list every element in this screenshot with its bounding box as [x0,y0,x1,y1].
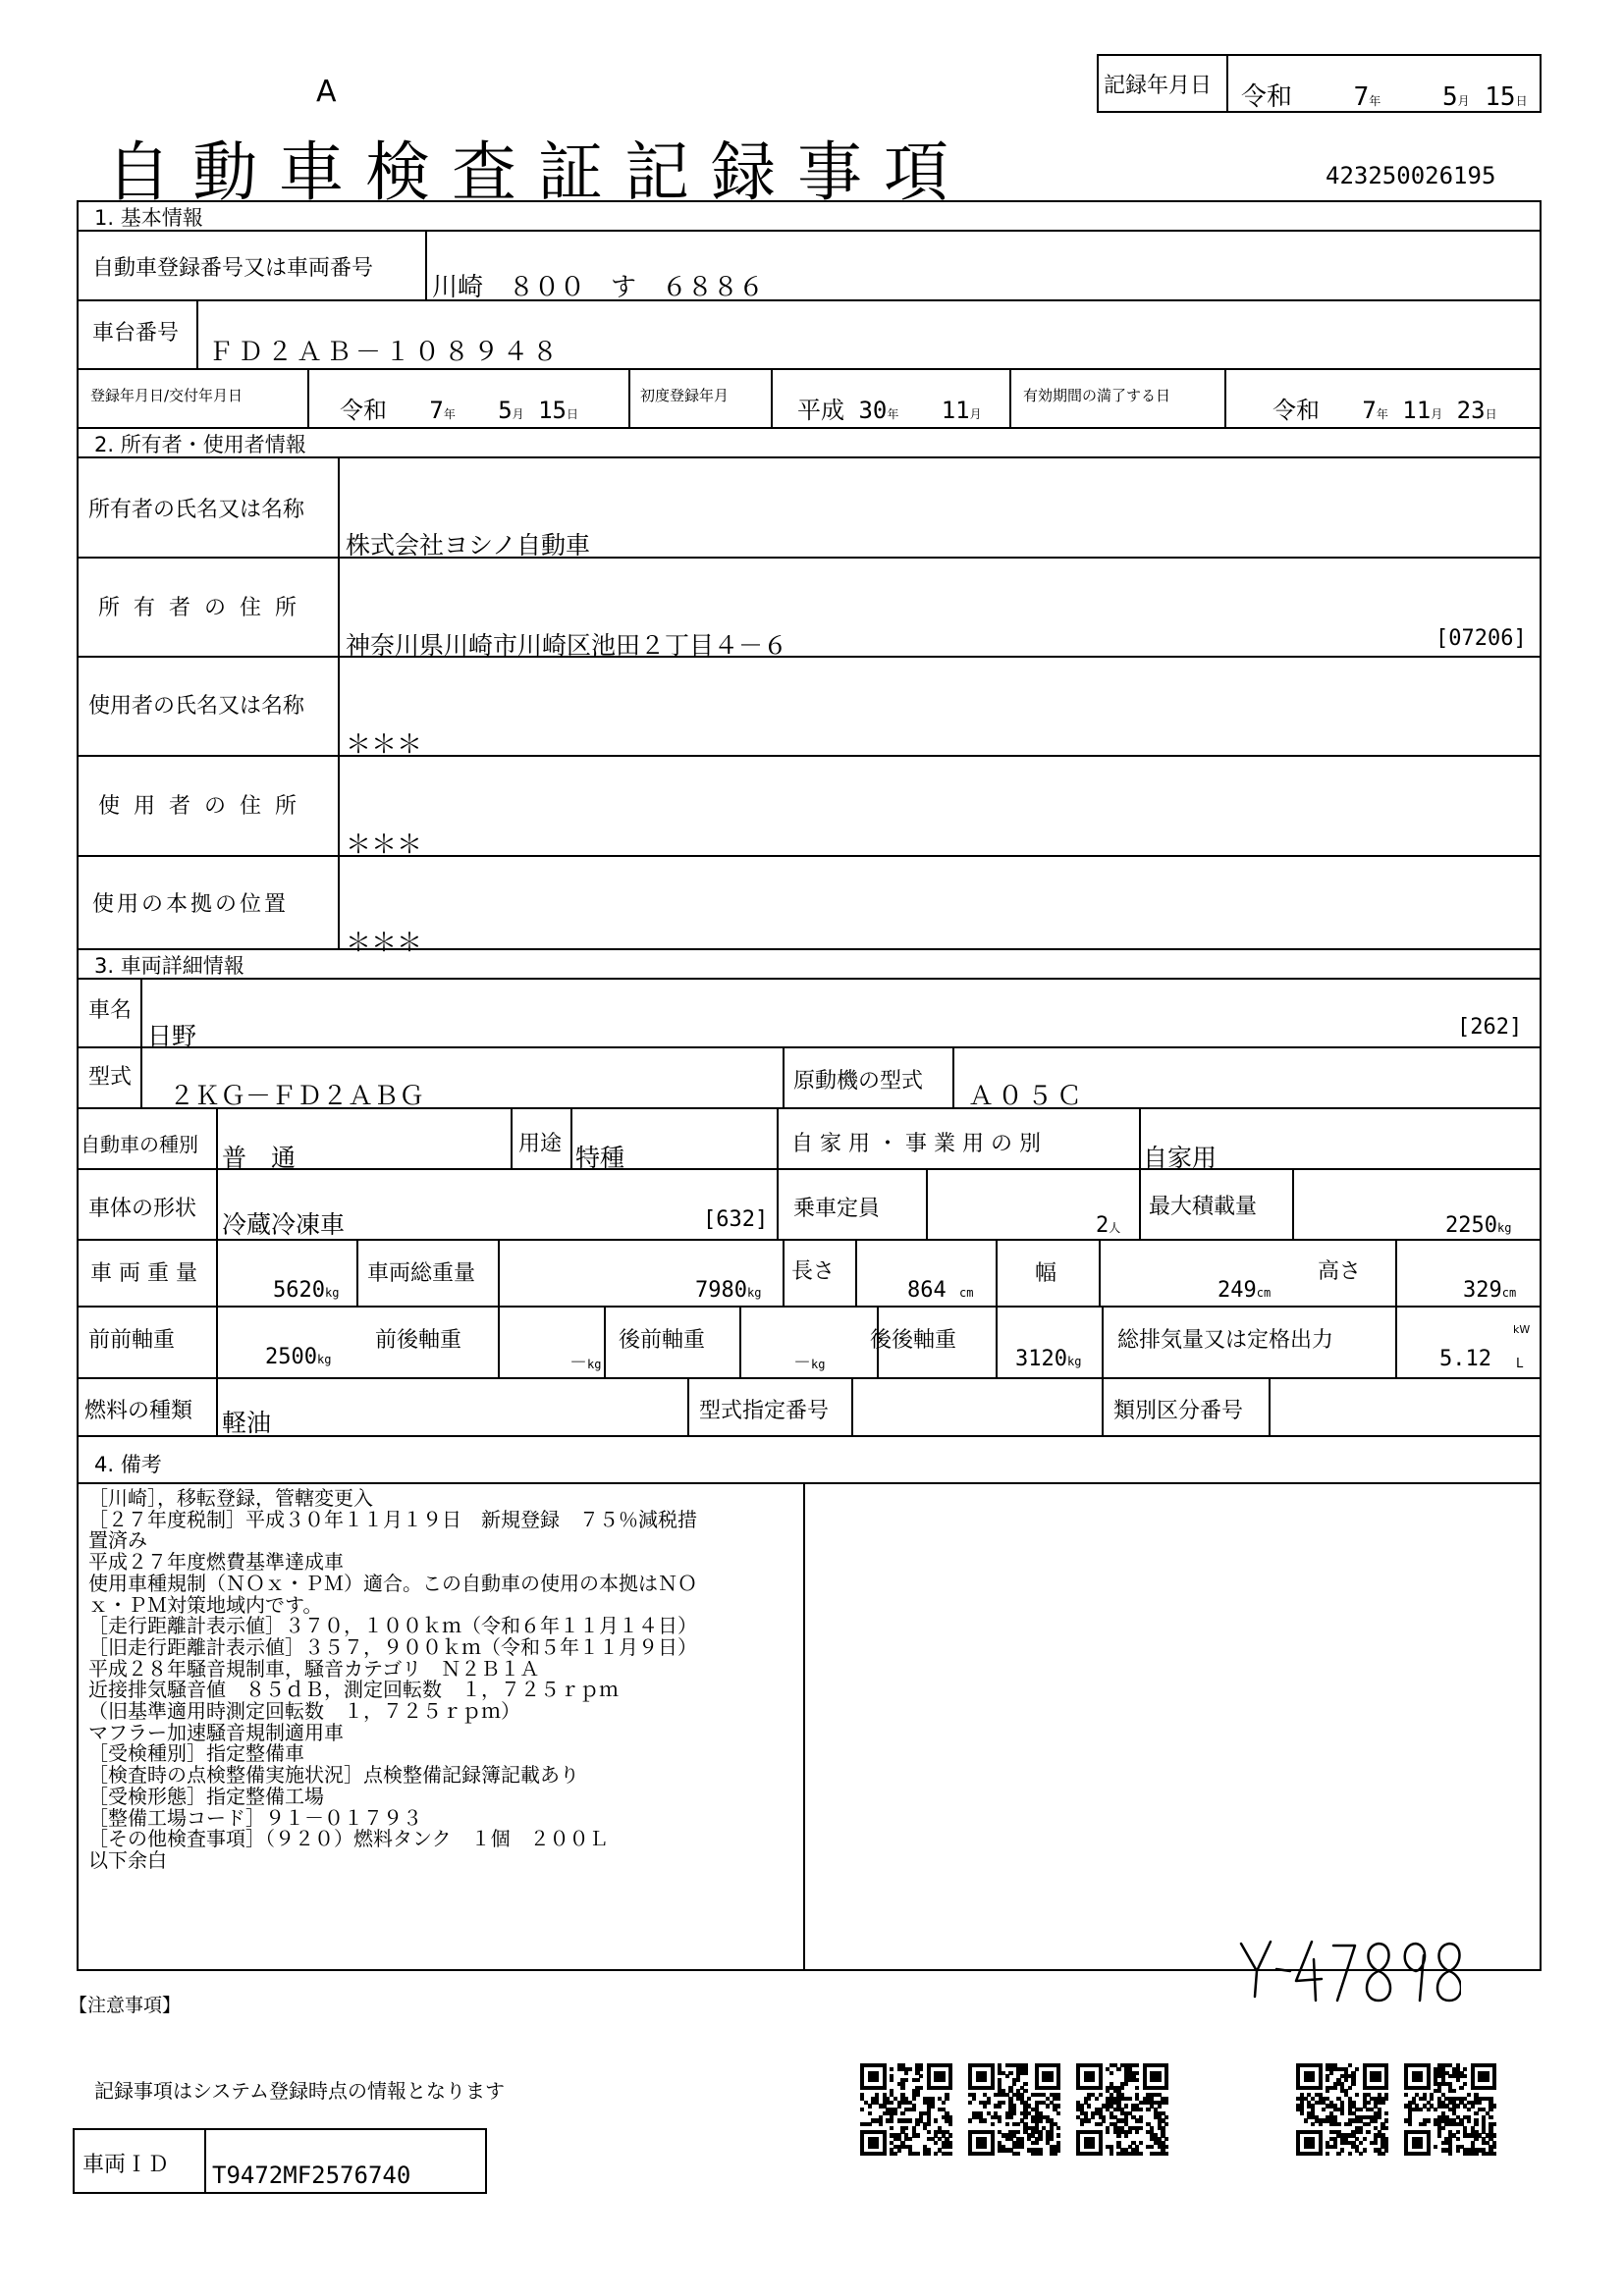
remarks-line: ［検査時の点検整備実施状況］点検整備記録簿記載あり [88,1763,579,1788]
rear-rear-axle-label: 後後軸重 [870,1328,957,1353]
first-registration-value: 平成 30年 11月 [797,397,982,424]
use-value: 特種 [575,1144,625,1172]
remarks-line: ［走行距離計表示値］３７０，１００ｋｍ（令和６年１１月１４日） [88,1614,697,1638]
maker-label: 車名 [88,998,133,1023]
displacement-unit-kw: kW [1513,1323,1531,1336]
body-shape-code: [632] [703,1207,769,1232]
vehicle-id-value: T9472MF2576740 [212,2162,411,2189]
registration-date-label: 登録年月日/交付年月日 [90,387,244,404]
use-label: 用途 [518,1132,563,1156]
gross-weight-label: 車両総重量 [367,1261,476,1286]
owner-address-value: 神奈川県川崎市川崎区池田２丁目４－６ [346,631,788,660]
section-owner-heading: 2. 所有者・使用者情報 [94,433,306,456]
gross-weight-value: 7980kg [695,1278,762,1303]
remarks-line: ［旧走行距離計表示値］３５７，９００ｋｍ（令和５年１１月９日） [88,1634,697,1659]
remarks-line: 使用車種規制（ＮＯｘ・ＰＭ）適合。この自動車の使用の本拠はＮＯ [88,1571,697,1595]
displacement-value: 5.12 [1439,1347,1491,1371]
width-label: 幅 [1035,1261,1057,1286]
owner-name-label: 所有者の氏名又は名称 [88,498,305,522]
type-approval-label: 型式指定番号 [699,1399,830,1423]
expiry-date-value: 令和 7年 11月 23日 [1272,397,1497,424]
vehicle-id-label: 車両ＩＤ [82,2153,170,2177]
registration-number-value: 川崎 ８００ す ６８８６ [432,273,765,302]
remarks-line: ［その他検査事項］（９２０）燃料タンク １個 ２００Ｌ [88,1827,609,1851]
user-address-value: ＊＊＊ [346,830,423,860]
class-number-label: 類別区分番号 [1113,1399,1244,1423]
notice-text: 記録事項はシステム登録時点の情報となります [94,2079,505,2103]
fuel-type-label: 燃料の種類 [84,1399,193,1423]
section-basic-heading: 1. 基本情報 [94,206,203,230]
remarks-line: 以下余白 [88,1847,167,1872]
remarks-line: マフラー加速騒音規制適用車 [88,1720,344,1744]
maker-code: [262] [1457,1015,1523,1040]
width-value: 249cm [1218,1278,1272,1303]
remarks-line: 置済み [88,1528,147,1553]
front-rear-axle-value: －kg [569,1353,602,1373]
remarks-line: 平成２７年度燃費基準達成車 [88,1550,344,1575]
remarks-text [88,1488,697,1872]
engine-model-value: Ａ０５Ｃ [968,1082,1087,1111]
model-label: 型式 [88,1065,133,1090]
document-number: 423250026195 [1326,162,1496,189]
remarks-line: ［受検形態］指定整備工場 [88,1784,324,1808]
qr-code-5 [1404,2063,1496,2156]
expiry-date-label: 有効期間の満了する日 [1023,387,1171,404]
vehicle-kind-label: 自動車の種別 [81,1133,198,1156]
body-shape-label: 車体の形状 [88,1197,197,1221]
qr-code-3 [1076,2063,1168,2156]
section-vehicle-heading: 3. 車両詳細情報 [94,954,244,978]
record-date: 令和 7年 5月 15日 [1241,82,1528,112]
remarks-line: ［２７年度税制］平成３０年１１月１９日 新規登録 ７５％減税措 [88,1507,697,1531]
base-location-label: 使用の本拠の位置 [92,892,290,917]
vehicle-weight-value: 5620kg [273,1278,340,1303]
chassis-number-label: 車台番号 [92,321,180,346]
remarks-line: （旧基準適用時測定回転数 １，７２５ｒｐｍ） [88,1699,520,1724]
max-load-label: 最大積載量 [1149,1195,1258,1219]
user-name-value: ＊＊＊ [346,730,423,760]
remarks-line: ｘ・ＰＭ対策地域内です。 [88,1592,323,1617]
remarks-line: ［川崎］，移転登録，管轄変更入 [88,1486,373,1510]
body-shape-value: 冷蔵冷凍車 [222,1210,346,1239]
registration-number-label: 自動車登録番号又は車両番号 [92,256,374,281]
user-address-label: 使用者の住所 [98,794,311,819]
first-registration-label: 初度登録年月 [640,387,730,404]
displacement-label: 総排気量又は定格出力 [1117,1328,1334,1353]
qr-code-2 [968,2063,1060,2156]
qr-code-1 [860,2063,952,2156]
remarks-line: 近接排気騒音値 ８５ｄＢ，測定回転数 １，７２５ｒｐｍ [88,1678,619,1702]
purpose-label: 自 家 用 ・ 事 業 用 の 別 [791,1132,1041,1156]
model-value: ２ＫＧ－ＦＤ２ＡＢＧ [169,1082,425,1111]
remarks-line: ［受検種別］指定整備車 [88,1741,304,1766]
front-rear-axle-label: 前後軸重 [375,1328,462,1353]
height-label: 高さ [1318,1259,1362,1284]
remarks-line: ［整備工場コード］９１－０１７９３ [88,1805,422,1830]
form-mark: A [316,75,337,109]
owner-address-label: 所有者の住所 [98,596,311,620]
qr-code-4 [1296,2063,1388,2156]
handwritten-note [1235,1936,1461,2014]
owner-address-code: [07206] [1435,626,1527,651]
rear-front-axle-value: －kg [793,1353,826,1373]
height-value: 329cm [1463,1278,1517,1303]
page-title: 自動車検査証記録事項 [106,134,970,210]
rear-front-axle-label: 後前軸重 [619,1328,706,1353]
purpose-value: 自家用 [1143,1144,1218,1172]
engine-model-label: 原動機の型式 [793,1069,924,1094]
rear-rear-axle-value: 3120kg [1015,1347,1082,1371]
length-value: 864 cm [907,1278,974,1303]
section-remarks-heading: 4. 備考 [94,1453,162,1476]
front-front-axle-value: 2500kg [265,1345,332,1369]
maker-value: 日野 [147,1022,197,1050]
capacity-value: 2人 [1096,1213,1121,1238]
notice-title: 【注意事項】 [69,1995,182,2016]
user-name-label: 使用者の氏名又は名称 [88,694,305,719]
displacement-unit-l: L [1516,1357,1524,1371]
max-load-value: 2250kg [1445,1213,1512,1238]
remarks-line: 平成２８年騒音規制車，騒音カテゴリ Ｎ２Ｂ１Ａ [88,1656,540,1681]
owner-name-value: 株式会社ヨシノ自動車 [346,531,591,560]
capacity-label: 乗車定員 [793,1197,881,1221]
record-date-label: 記録年月日 [1104,74,1213,98]
vehicle-kind-value: 普 通 [222,1144,297,1172]
chassis-number-value: ＦＤ２ＡＢ－１０８９４８ [208,338,563,367]
vehicle-weight-label: 車 両 重 量 [90,1261,197,1286]
registration-date-value: 令和 7年 5月 15日 [340,397,579,424]
front-front-axle-label: 前前軸重 [88,1328,176,1353]
fuel-type-value: 軽油 [222,1409,272,1437]
length-label: 長さ [791,1259,836,1284]
base-location-value: ＊＊＊ [346,929,423,958]
